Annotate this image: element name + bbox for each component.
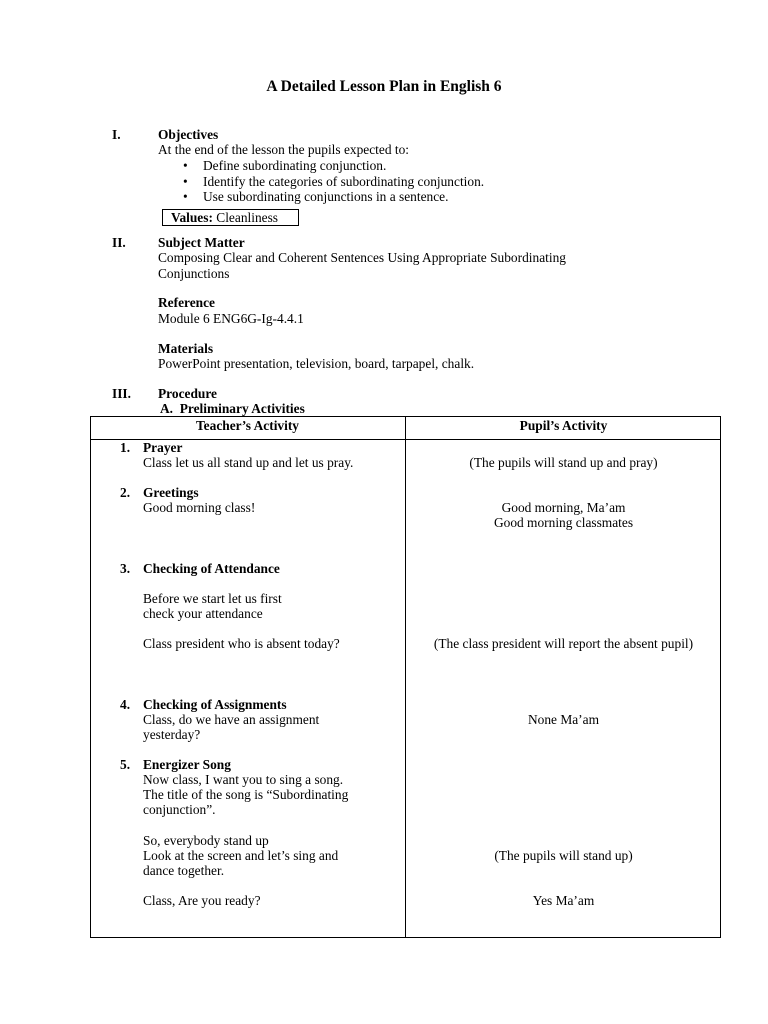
activity-number: 1. — [120, 440, 131, 455]
bullet-icon: • — [183, 158, 188, 173]
activity-heading-prayer: Prayer — [143, 440, 183, 455]
pupil-activity-text: (The class president will report the absent pupil) — [433, 636, 694, 651]
reference-text: Module 6 ENG6G-Ig-4.4.1 — [158, 311, 304, 326]
teacher-activity-header: Teacher’s Activity — [195, 418, 299, 433]
values-label: Values: — [171, 210, 213, 225]
pupil-activity-text: Good morning classmates — [493, 515, 634, 530]
values-text: Cleanliness — [216, 210, 279, 225]
activity-number: 3. — [120, 561, 131, 576]
objectives-heading: Objectives — [158, 127, 219, 142]
activity-heading-assignments: Checking of Assignments — [143, 697, 287, 712]
section-number-procedure: III. — [112, 386, 131, 401]
materials-text: PowerPoint presentation, television, board, tarpapel, chalk. — [158, 356, 475, 371]
teacher-activity-text: So, everybody stand up — [143, 833, 269, 848]
activity-heading-energizer: Energizer Song — [143, 757, 231, 772]
procedure-heading: Procedure — [158, 386, 218, 401]
subject-matter-line: Composing Clear and Coherent Sentences Using Appropriate Subordinating — [158, 250, 566, 265]
teacher-activity-text: Class president who is absent today? — [143, 636, 340, 651]
section-number-objectives: I. — [112, 127, 121, 142]
activity-heading-attendance: Checking of Attendance — [143, 561, 280, 576]
subject-matter-line: Conjunctions — [158, 266, 230, 281]
pupil-activity-text: (The pupils will stand up) — [494, 848, 633, 863]
pupil-activity-text: Good morning, Ma’am — [501, 500, 626, 515]
teacher-activity-text: Good morning class! — [143, 500, 256, 515]
bullet-icon: • — [183, 189, 188, 204]
reference-heading: Reference — [158, 295, 215, 310]
activity-number: 2. — [120, 485, 131, 500]
subject-matter-heading: Subject Matter — [158, 235, 245, 250]
section-number-subject-matter: II. — [112, 235, 126, 250]
pupil-activity-text: Yes Ma’am — [532, 893, 595, 908]
materials-heading: Materials — [158, 341, 214, 356]
teacher-activity-text: yesterday? — [143, 727, 201, 742]
teacher-activity-text: dance together. — [143, 863, 225, 878]
teacher-activity-text: Class let us all stand up and let us pray. — [143, 455, 354, 470]
pupil-activity-text: (The pupils will stand up and pray) — [469, 455, 658, 470]
activity-heading-greetings: Greetings — [143, 485, 199, 500]
teacher-activity-text: Look at the screen and let’s sing and — [143, 848, 339, 863]
teacher-activity-text: Before we start let us first — [143, 591, 282, 606]
bullet-icon: • — [183, 174, 188, 189]
teacher-activity-text: Class, do we have an assignment — [143, 712, 320, 727]
lesson-plan-page: A Detailed Lesson Plan in English 6 I. Objectives At the end of the lesson the pupils expected to: • Define subordinating conjunction. • Identify the categories of subordinating conjunction. • Use subordinating conjunctions in a sentence. Values: Cleanliness II. Subject Matter Composing Clear and Coherent Sentences Using Appropriate Subordinating Conjunctions Reference Module 6 ENG6G-Ig-4.4.1 Materials PowerPoint presentation, television, board, tarpapel, chalk. III. Procedure A. Preliminary Activities Teacher’s Activity Pupil’s Activity 1. Prayer Class let us all stand up and let us pray. (The pupils will stand up and pray) 2. Greetings Good morning class! Good morning, Ma’am Good morning classmates 3. Checking of Attendance Before we start let us first check your attendance Class president who is absent today? (The class president will report the absent pupil) 4. Checking of Assignments Class, do we have an assignment yesterday? None Ma’am 5. Energizer Song Now class, I want you to sing a song. The title of the song is “Subordinating conjunction”. So, everybody stand up Look at the screen and let’s sing and dance together. Class, Are you ready? (The pupils will stand up) Yes Ma’am — [0, 0, 768, 1024]
values-box — [162, 209, 299, 226]
activity-number: 4. — [120, 697, 131, 712]
teacher-activity-text: Now class, I want you to sing a song. — [143, 772, 344, 787]
teacher-activity-text: check your attendance — [143, 606, 263, 621]
pupil-activity-text: None Ma’am — [527, 712, 600, 727]
teacher-activity-text: conjunction”. — [143, 802, 216, 817]
teacher-activity-text: Class, Are you ready? — [143, 893, 261, 908]
table-header-divider — [90, 439, 721, 440]
pupil-activity-header: Pupil’s Activity — [519, 418, 608, 433]
activity-number: 5. — [120, 757, 131, 772]
document-title: A Detailed Lesson Plan in English 6 — [266, 78, 502, 95]
objectives-intro: At the end of the lesson the pupils expected to: — [158, 142, 410, 157]
teacher-activity-text: The title of the song is “Subordinating — [143, 787, 349, 802]
preliminary-activities-heading: A. Preliminary Activities — [160, 401, 305, 416]
